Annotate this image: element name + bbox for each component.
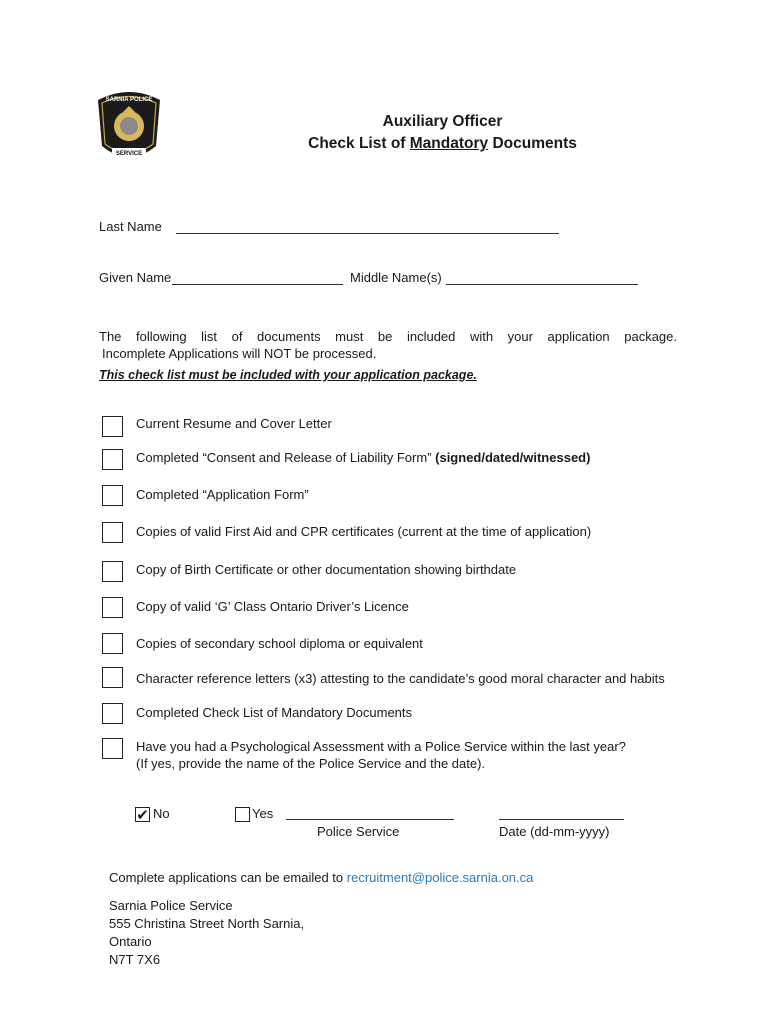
yes-label: Yes [252, 806, 274, 821]
checklist-checkbox-10[interactable] [102, 738, 123, 759]
address-line-4: N7T 7X6 [109, 952, 161, 967]
checklist-checkbox-7[interactable] [102, 633, 123, 654]
yes-checkbox[interactable] [235, 807, 250, 822]
recruitment-email-link[interactable]: recruitment@police.sarnia.on.ca [346, 870, 534, 885]
document-subtitle [0, 135, 770, 153]
no-checkbox[interactable]: ✔ [136, 807, 149, 824]
checklist-item-7: Copies of secondary school diploma or equivalent [136, 636, 423, 651]
subtitle-suffix: Documents [488, 135, 577, 152]
checklist-checkbox-1[interactable] [102, 416, 123, 437]
subtitle-underlined-word: Mandatory [409, 135, 489, 152]
logo-top-text: SARNIA POLICE [105, 97, 153, 103]
address-line-1: Sarnia Police Service [109, 898, 233, 913]
checklist-checkbox-3[interactable] [102, 485, 123, 506]
middle-name-field[interactable] [446, 284, 638, 285]
given-name-field[interactable] [172, 284, 343, 285]
checklist-item-2-label: Completed “Consent and Release of Liability Form” [136, 450, 436, 465]
checklist-checkbox-5[interactable] [102, 561, 123, 582]
address-line-2: 555 Christina Street North Sarnia, [109, 916, 305, 931]
date-field[interactable] [499, 819, 624, 820]
given-name-label: Given Name [99, 270, 172, 285]
no-label: No [153, 806, 170, 821]
checklist-item-6: Copy of valid ‘G’ Class Ontario Driver’s Licence [136, 599, 409, 614]
subtitle-prefix: Check List of [308, 135, 410, 152]
last-name-field[interactable] [176, 233, 559, 234]
checklist-checkbox-8[interactable] [102, 667, 123, 688]
checklist-checkbox-2[interactable] [102, 449, 123, 470]
document-title: Auxiliary Officer [382, 113, 503, 130]
checklist-item-9: Completed Check List of Mandatory Documents [136, 705, 413, 720]
checklist-item-2-bold: (signed/dated/witnessed) [435, 450, 591, 465]
checklist-item-5: Copy of Birth Certificate or other documentation showing birthdate [136, 562, 517, 577]
checklist-checkbox-9[interactable] [102, 703, 123, 724]
police-service-field[interactable] [286, 819, 454, 820]
checklist-item-2 [136, 450, 590, 465]
intro-text-line1: The following list of documents must be included with your application package. [99, 329, 677, 344]
middle-name-label: Middle Name(s) [350, 270, 442, 285]
email-instructions-text: Complete applications can be emailed to [109, 870, 347, 885]
checklist-item-10-line2: (If yes, provide the name of the Police Service and the date). [136, 756, 486, 771]
last-name-label: Last Name [99, 219, 162, 234]
date-caption: Date (dd-mm-yyyy) [499, 824, 610, 839]
checklist-item-10: Have you had a Psychological Assessment with a Police Service within the last year? [136, 739, 626, 754]
checklist-item-3: Completed “Application Form” [136, 487, 309, 502]
logo-bottom-text: SERVICE [115, 151, 143, 157]
checklist-checkbox-6[interactable] [102, 597, 123, 618]
checklist-item-8: Character reference letters (x3) attesting to the candidate’s good moral character and habits [136, 671, 665, 686]
intro-text-line2: Incomplete Applications will NOT be processed. [102, 346, 377, 361]
police-service-caption: Police Service [317, 824, 400, 839]
email-instructions [109, 870, 533, 885]
emphasis-note: This check list must be included with your application package. [99, 368, 477, 382]
address-line-3: Ontario [109, 934, 152, 949]
checklist-item-1: Current Resume and Cover Letter [136, 416, 332, 431]
checklist-item-4: Copies of valid First Aid and CPR certificates (current at the time of application) [136, 524, 592, 539]
checklist-checkbox-4[interactable] [102, 522, 123, 543]
